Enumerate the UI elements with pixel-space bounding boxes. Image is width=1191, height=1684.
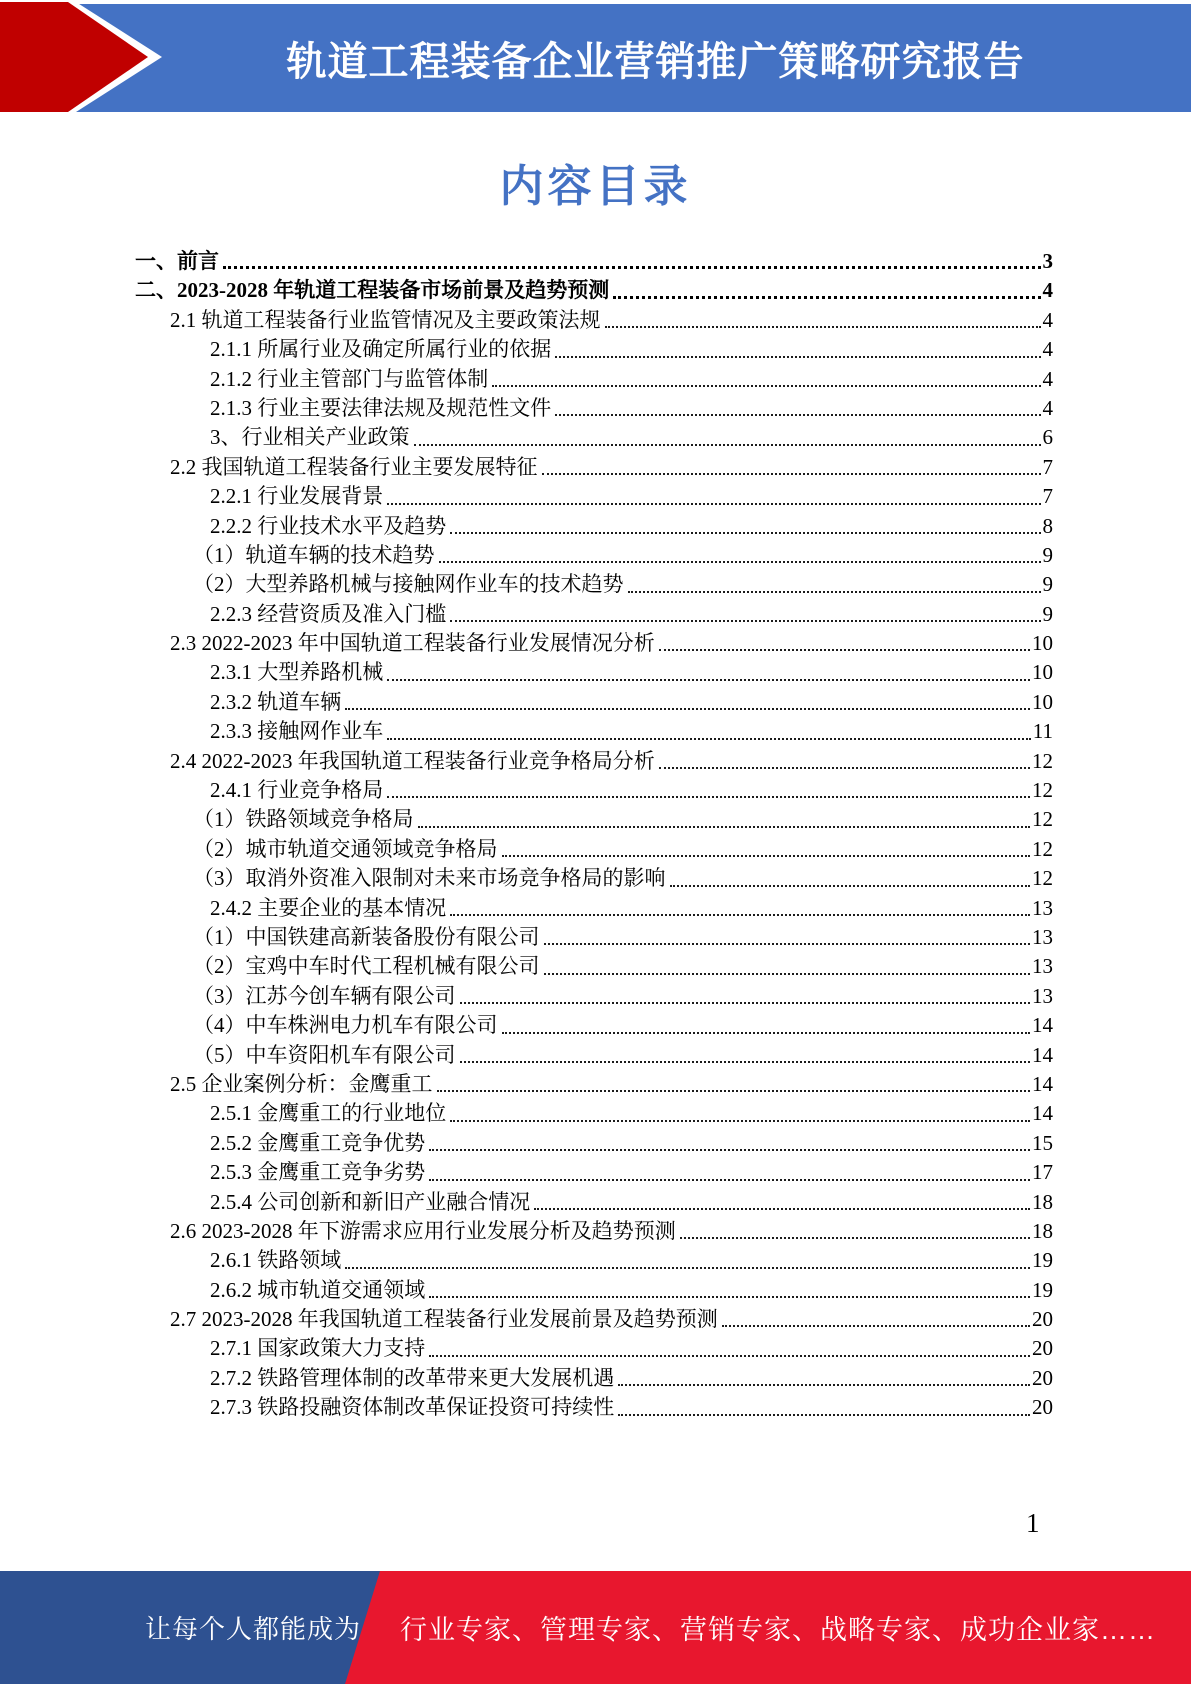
toc-entry[interactable]: [0, 512, 1053, 541]
toc-entry-label: 2.5.2 金鹰重工竞争优势: [210, 1130, 426, 1155]
toc-leader-dots: [387, 738, 1031, 740]
toc-entry-page: 13: [1032, 895, 1053, 920]
toc-entry-page: 9: [1042, 572, 1053, 597]
toc-entry-label: 2.7 2023-2028 年我国轨道工程装备行业发展前景及趋势预测: [170, 1307, 718, 1332]
toc-entry-page: 9: [1042, 601, 1053, 626]
toc-entry[interactable]: [0, 864, 1053, 893]
toc-entry-label: （4）中车株洲电力机车有限公司: [193, 1013, 498, 1038]
toc-entry-label: 2.6.1 铁路领域: [210, 1248, 342, 1273]
toc-entry-page: 14: [1032, 1042, 1053, 1067]
toc-leader-dots: [429, 1355, 1030, 1357]
toc-leader-dots: [502, 855, 1031, 857]
toc-entry[interactable]: [0, 688, 1053, 717]
toc-entry-label: 2.3.2 轨道车辆: [210, 689, 342, 714]
toc-entry-label: 2.2 我国轨道工程装备行业主要发展特征: [170, 454, 538, 479]
toc-entry-label: （1）中国铁建高新装备股份有限公司: [193, 924, 540, 949]
toc-leader-dots: [387, 796, 1030, 798]
toc-entry-label: 2.2.1 行业发展背景: [210, 484, 384, 509]
toc-entry[interactable]: [0, 805, 1053, 834]
toc-entry-label: （2）城市轨道交通领域竞争格局: [193, 836, 498, 861]
toc-entry-page: 12: [1032, 778, 1053, 803]
toc-entry-label: 2.3.3 接触网作业车: [210, 719, 384, 744]
toc-entry-page: 12: [1032, 748, 1053, 773]
toc-entry-label: 2.3 2022-2023 年中国轨道工程装备行业发展情况分析: [170, 631, 655, 656]
toc-entry-page: 13: [1032, 983, 1053, 1008]
toc-entry[interactable]: [0, 276, 1053, 305]
toc-leader-dots: [450, 914, 1030, 916]
toc-entry-label: 2.1 轨道工程装备行业监管情况及主要政策法规: [170, 307, 601, 332]
toc-leader-dots: [387, 503, 1040, 505]
toc-entry-page: 14: [1032, 1013, 1053, 1038]
toc-entry-label: （2）宝鸡中车时代工程机械有限公司: [193, 954, 540, 979]
toc-entry[interactable]: [0, 629, 1053, 658]
toc-entry[interactable]: [0, 1188, 1053, 1217]
toc-entry-page: 8: [1042, 513, 1053, 538]
page-footer: [0, 1571, 1191, 1684]
toc-leader-dots: [670, 885, 1031, 887]
toc-leader-dots: [722, 1325, 1030, 1327]
toc-leader-dots: [345, 1267, 1030, 1269]
toc-entry-page: 11: [1032, 719, 1053, 744]
toc-leader-dots: [429, 1149, 1030, 1151]
toc-entry-page: 20: [1032, 1395, 1053, 1420]
toc-entry-label: 一、前言: [135, 249, 219, 273]
toc-leader-dots: [534, 1208, 1030, 1210]
toc-entry-label: 二、2023-2028 年轨道工程装备市场前景及趋势预测: [135, 278, 610, 303]
toc-entry-label: 2.2.3 经营资质及准入门槛: [210, 601, 447, 626]
toc-entry-page: 19: [1032, 1248, 1053, 1273]
toc-leader-dots: [418, 826, 1031, 828]
toc-entry-label: （5）中车资阳机车有限公司: [193, 1042, 456, 1067]
toc-entry-label: 2.7.2 铁路管理体制的改革带来更大发展机遇: [210, 1365, 615, 1390]
toc-leader-dots: [492, 385, 1040, 387]
toc-entry-label: （1）铁路领域竞争格局: [193, 807, 414, 832]
toc-entry-page: 10: [1032, 660, 1053, 685]
toc-entry-label: （1）轨道车辆的技术趋势: [193, 542, 435, 567]
toc-entry-page: 7: [1042, 454, 1053, 479]
toc-leader-dots: [555, 356, 1040, 358]
toc-entry-page: 10: [1032, 689, 1053, 714]
toc-entry[interactable]: [0, 1099, 1053, 1128]
toc-entry-label: 2.1.2 行业主管部门与监管体制: [210, 366, 489, 391]
toc-entry-page: 20: [1032, 1307, 1053, 1332]
toc-entry[interactable]: [0, 982, 1053, 1011]
toc-entry[interactable]: [0, 1276, 1053, 1305]
toc-entry-page: 14: [1032, 1101, 1053, 1126]
toc-entry-label: 2.7.1 国家政策大力支持: [210, 1336, 426, 1361]
toc-entry-page: 3: [1042, 249, 1053, 273]
toc-entry[interactable]: [0, 1158, 1053, 1187]
toc-entry-label: （3）取消外资准入限制对未来市场竞争格局的影响: [193, 866, 666, 891]
toc-entry-label: 2.5.3 金鹰重工竞争劣势: [210, 1160, 426, 1185]
toc-leader-dots: [460, 1061, 1031, 1063]
toc-entry[interactable]: [0, 335, 1053, 364]
toc-entry-label: 2.6.2 城市轨道交通领域: [210, 1277, 426, 1302]
toc-leader-dots: [542, 473, 1041, 475]
toc-leader-dots: [555, 414, 1040, 416]
toc-entry-page: 18: [1032, 1218, 1053, 1243]
toc-heading: 内容目录: [499, 162, 692, 211]
toc-leader-dots: [605, 326, 1041, 328]
footer-slogan-left: 让每个人都能成为: [145, 1614, 362, 1644]
toc-entry-label: 2.5.4 公司创新和新旧产业融合情况: [210, 1189, 531, 1214]
toc-entry-label: 2.1.1 所属行业及确定所属行业的依据: [210, 337, 552, 362]
toc-leader-dots: [387, 679, 1030, 681]
toc-leader-dots: [450, 620, 1040, 622]
footer-slogan-right: 行业专家、管理专家、营销专家、战略专家、成功企业家……: [400, 1615, 1156, 1645]
toc-entry-page: 4: [1042, 278, 1053, 303]
toc-entry-label: 2.4 2022-2023 年我国轨道工程装备行业竞争格局分析: [170, 748, 655, 773]
toc-entry[interactable]: [0, 541, 1053, 570]
toc-entry[interactable]: [0, 776, 1053, 805]
toc-entry-page: 12: [1032, 807, 1053, 832]
toc-entry-label: 2.4.1 行业竞争格局: [210, 778, 384, 803]
toc-entry-page: 18: [1032, 1189, 1053, 1214]
toc-leader-dots: [429, 1296, 1030, 1298]
toc-entry[interactable]: [0, 658, 1053, 687]
toc-leader-dots: [680, 1237, 1030, 1239]
toc-leader-dots: [544, 943, 1031, 945]
toc-leader-dots: [437, 1090, 1031, 1092]
toc-leader-dots: [659, 649, 1030, 651]
toc-leader-dots: [502, 1032, 1031, 1034]
toc: [0, 247, 1053, 1423]
toc-entry-page: 4: [1042, 337, 1053, 362]
report-header: [0, 4, 1191, 112]
toc-entry[interactable]: [0, 306, 1053, 335]
toc-leader-dots: [345, 708, 1030, 710]
toc-leader-dots: [450, 1120, 1030, 1122]
toc-entry-page: 12: [1032, 836, 1053, 861]
toc-entry[interactable]: [0, 1070, 1053, 1099]
toc-entry[interactable]: [0, 835, 1053, 864]
toc-entry[interactable]: [0, 894, 1053, 923]
toc-entry-page: 15: [1032, 1130, 1053, 1155]
toc-leader-dots: [618, 1414, 1030, 1416]
toc-leader-dots: [618, 1384, 1030, 1386]
toc-entry[interactable]: [0, 923, 1053, 952]
toc-entry[interactable]: [0, 747, 1053, 776]
page-number: 1: [1026, 1508, 1040, 1538]
toc-entry[interactable]: [0, 1305, 1053, 1334]
toc-leader-dots: [613, 296, 1040, 299]
toc-leader-dots: [460, 1002, 1031, 1004]
toc-leader-dots: [414, 444, 1041, 446]
toc-leader-dots: [628, 591, 1041, 593]
toc-entry-page: 13: [1032, 924, 1053, 949]
toc-entry[interactable]: [0, 600, 1053, 629]
toc-entry[interactable]: [0, 394, 1053, 423]
toc-entry-page: 4: [1042, 395, 1053, 420]
toc-entry-page: 6: [1042, 425, 1053, 450]
toc-entry-label: 3、行业相关产业政策: [210, 425, 410, 450]
toc-entry[interactable]: [0, 1041, 1053, 1070]
toc-entry-label: 2.4.2 主要企业的基本情况: [210, 895, 447, 920]
toc-leader-dots: [223, 266, 1041, 269]
toc-entry[interactable]: [0, 1129, 1053, 1158]
toc-entry-label: 2.5.1 金鹰重工的行业地位: [210, 1101, 447, 1126]
toc-entry[interactable]: [0, 1246, 1053, 1275]
toc-entry-page: 13: [1032, 954, 1053, 979]
toc-leader-dots: [429, 1179, 1030, 1181]
toc-entry-label: 2.2.2 行业技术水平及趋势: [210, 513, 447, 538]
toc-entry-page: 20: [1032, 1365, 1053, 1390]
toc-entry[interactable]: [0, 1393, 1053, 1422]
toc-entry-label: 2.5 企业案例分析：金鹰重工: [170, 1071, 433, 1096]
toc-leader-dots: [659, 767, 1030, 769]
toc-entry[interactable]: [0, 453, 1053, 482]
toc-entry-page: 4: [1042, 366, 1053, 391]
toc-leader-dots: [450, 532, 1040, 534]
toc-entry-page: 17: [1032, 1160, 1053, 1185]
toc-entry[interactable]: [0, 952, 1053, 981]
toc-leader-dots: [439, 561, 1041, 563]
toc-entry[interactable]: [0, 1011, 1053, 1040]
toc-entry-label: 2.6 2023-2028 年下游需求应用行业发展分析及趋势预测: [170, 1218, 676, 1243]
toc-entry-label: 2.1.3 行业主要法律法规及规范性文件: [210, 395, 552, 420]
toc-entry[interactable]: [0, 365, 1053, 394]
toc-entry-page: 20: [1032, 1336, 1053, 1361]
toc-entry-page: 12: [1032, 866, 1053, 891]
toc-entry[interactable]: [0, 717, 1053, 746]
toc-entry-page: 10: [1032, 631, 1053, 656]
toc-entry[interactable]: [0, 1334, 1053, 1363]
toc-entry[interactable]: [0, 482, 1053, 511]
toc-entry[interactable]: [0, 570, 1053, 599]
toc-entry-page: 4: [1042, 307, 1053, 332]
toc-entry-page: 19: [1032, 1277, 1053, 1302]
toc-entry-label: （2）大型养路机械与接触网作业车的技术趋势: [193, 572, 624, 597]
toc-entry-label: 2.3.1 大型养路机械: [210, 660, 384, 685]
toc-entry-page: 14: [1032, 1071, 1053, 1096]
toc-entry-page: 9: [1042, 542, 1053, 567]
toc-entry[interactable]: [0, 1217, 1053, 1246]
toc-leader-dots: [544, 973, 1031, 975]
toc-entry-label: （3）江苏今创车辆有限公司: [193, 983, 456, 1008]
toc-entry[interactable]: [0, 1364, 1053, 1393]
report-title: 轨道工程装备企业营销推广策略研究报告: [286, 39, 1025, 84]
toc-entry[interactable]: [0, 423, 1053, 452]
toc-entry[interactable]: [0, 247, 1053, 276]
toc-entry-page: 7: [1042, 484, 1053, 509]
toc-entry-label: 2.7.3 铁路投融资体制改革保证投资可持续性: [210, 1395, 615, 1420]
